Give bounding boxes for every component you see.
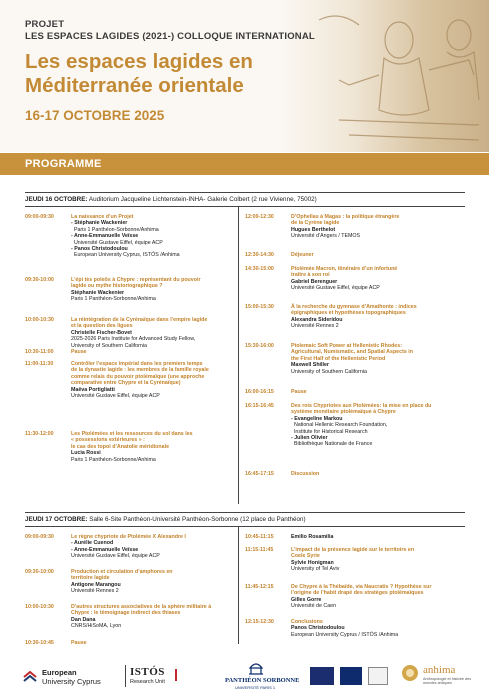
speaker-affiliation: European University Cyprus, ISTÓS /Anhima bbox=[71, 252, 180, 259]
day2-left-column bbox=[25, 534, 235, 644]
entry-title: L’impact de la présence lagide sur le territoire en bbox=[291, 547, 415, 553]
speaker-name: Lucia Rossi bbox=[71, 450, 101, 457]
euc-mark-icon bbox=[22, 669, 38, 685]
speaker-name: Maëva Portigliatti bbox=[71, 386, 115, 393]
entry-title: the First Half of the Hellenistic Period bbox=[291, 355, 386, 362]
entry-time: 16:00-16:15 bbox=[245, 389, 274, 395]
speaker-name: - Julien Olivier bbox=[291, 435, 328, 442]
entry-body bbox=[71, 361, 209, 399]
entry-title: Contrôler l’espace impérial dans les premiers temps bbox=[71, 361, 203, 367]
entry-time: 12:15-12:30 bbox=[245, 619, 274, 625]
entry-title: Agricultural, Numismatic, and Spatial Aspects in bbox=[291, 349, 413, 356]
speaker-affiliation: University of Southern California bbox=[291, 368, 367, 375]
istos-mark-icon bbox=[175, 669, 197, 681]
column-divider bbox=[238, 206, 239, 504]
speaker-name: Stéphanie Wackenier bbox=[71, 289, 125, 296]
speaker-affiliation: Université Gustave Eiffel, équipe ACP bbox=[71, 239, 163, 246]
istos-name: ISTÓS bbox=[130, 666, 165, 678]
speaker-name: - Anne-Emmanuelle Veïsse bbox=[71, 546, 139, 553]
entry-body bbox=[291, 403, 431, 448]
entry-time: 12:00-12:30 bbox=[245, 214, 274, 220]
entry-title: La naissance d’un Projet bbox=[71, 214, 134, 220]
entry-title: Les Ptolémées et les ressources du sol dans les bbox=[71, 431, 193, 437]
entry-time: 09:30-10:00 bbox=[25, 569, 54, 575]
entry-title: Le règne chypriote de Ptolémée X Alexandre I bbox=[71, 534, 186, 540]
entry-title: Coele Syrie bbox=[291, 553, 320, 560]
speaker-name: - Aurélie Cuenod bbox=[71, 540, 114, 547]
entry-time: 09:30-10:00 bbox=[25, 277, 54, 283]
entry-title: La réintégration de la Cyrénaïque dans l’empire lagide bbox=[71, 317, 208, 323]
day2-right-column bbox=[245, 534, 470, 644]
speaker-name: Alexandra Siderídou bbox=[291, 316, 343, 323]
entry-time: 11:15-11:45 bbox=[245, 547, 274, 553]
partner-logo-3-icon bbox=[368, 667, 388, 685]
hero-header bbox=[0, 0, 489, 152]
entry-body bbox=[291, 266, 397, 292]
speaker-affiliation: 2025-2026 Paris Institute for Advanced Study Fellow, bbox=[71, 336, 196, 343]
entry-title: système monétaire ptolémaïque à Chypre bbox=[291, 409, 396, 416]
entry-body bbox=[291, 534, 333, 540]
entry-body bbox=[291, 304, 417, 330]
speaker-name: Gabriel Berenguer bbox=[291, 278, 338, 285]
speaker-name: - Evangeline Markou bbox=[291, 415, 343, 422]
istos-divider bbox=[125, 665, 126, 687]
entry-time: 16:45-17:15 bbox=[245, 471, 274, 477]
entry-body bbox=[291, 389, 307, 395]
entry-time: 15:00-15:30 bbox=[245, 304, 274, 310]
entry-title: « possessions extérieures » : bbox=[71, 437, 145, 444]
entry-title: lagide ou mythe historiographique ? bbox=[71, 283, 163, 290]
speaker-affiliation: Paris 1 Panthéon-Sorbonne/Anhima bbox=[71, 226, 159, 233]
speaker-affiliation: Université de Caen bbox=[291, 603, 337, 610]
day2-heading-bold: JEUDI 17 OCTOBRE: bbox=[25, 516, 88, 523]
entry-title: de la Cyrène lagide bbox=[291, 220, 340, 227]
entry-body bbox=[291, 214, 399, 240]
entry-title: L’épi tès poleôs à Chypre : représentant du pouvoir bbox=[71, 277, 201, 283]
entry-time: 10:30-10:45 bbox=[25, 640, 54, 646]
project-subtitle: LES ESPACES LAGIDES (2021-) COLLOQUE INTERNATIONAL bbox=[25, 30, 315, 42]
day1-heading bbox=[25, 192, 465, 207]
entry-body bbox=[71, 349, 87, 355]
partner-logo-1-icon bbox=[310, 667, 334, 685]
entry-title: territoire lagide bbox=[71, 575, 110, 582]
partner-logo-2-icon bbox=[340, 667, 362, 685]
entry-time: 11:30-12:00 bbox=[25, 431, 54, 437]
programme-band bbox=[0, 153, 489, 175]
entry-title: Chypre : le témoignage indirect des thiases bbox=[71, 610, 181, 617]
entry-title: de la dynastie lagide : les membres de la famille royale bbox=[71, 367, 209, 374]
entry-time: 11:00-11:30 bbox=[25, 361, 54, 367]
entry-title: Déjeuner bbox=[291, 252, 314, 258]
event-dates: 16-17 OCTOBRE 2025 bbox=[25, 108, 165, 123]
speaker-affiliation: Université Rennes 2 bbox=[71, 588, 119, 595]
entry-title: Ptolemaic Soft Power at Hellenistic Rhodes: bbox=[291, 343, 402, 349]
speaker-affiliation: Université Gustave Eiffel, équipe ACP bbox=[71, 553, 160, 560]
speaker-name: - Stéphanie Wackenier bbox=[71, 220, 128, 227]
entry-title: D’autres structures associatives de la sphère militaire à bbox=[71, 604, 212, 610]
entry-time: 11:45-12:15 bbox=[245, 584, 274, 590]
speaker-name: Gilles Gorre bbox=[291, 596, 322, 603]
entry-title: Pause bbox=[71, 349, 87, 355]
entry-time: 10:00-10:30 bbox=[25, 604, 54, 610]
anhima-sub: Anthropologie et histoire des mondes antiques bbox=[423, 677, 472, 686]
speaker-name: Panos Christodoulou bbox=[291, 625, 345, 632]
column-divider-2 bbox=[238, 526, 239, 644]
entry-time: 16:15-16:45 bbox=[245, 403, 274, 409]
day1-heading-bold: JEUDI 16 OCTOBRE: bbox=[25, 196, 88, 203]
entry-time: 09:00-09:30 bbox=[25, 534, 54, 540]
istos-sub: Research Unit bbox=[130, 679, 165, 685]
entry-title: comparative entre Chypre et la Cyrénaïque) bbox=[71, 380, 181, 387]
speaker-affiliation: European University Cyprus / ISTÓS /Anhima bbox=[291, 631, 399, 638]
speaker-name: Emilio Rosamilia bbox=[291, 534, 334, 540]
speaker-affiliation: University of Southern California bbox=[71, 342, 147, 349]
entry-body bbox=[291, 547, 414, 573]
speaker-name: Hugues Berthelot bbox=[291, 226, 336, 233]
entry-title: Des rois Chypriotes aux Ptolémées: la mise en place du bbox=[291, 403, 432, 409]
entry-time: 12:30-14:30 bbox=[245, 252, 274, 258]
entry-title: épigraphiques et hypothèses topographiques bbox=[291, 310, 406, 317]
speaker-affiliation: Université d’Angers / TEMOS bbox=[291, 233, 361, 240]
entry-body bbox=[291, 619, 398, 638]
title-line-2: Méditerranée orientale bbox=[25, 74, 244, 97]
day1-heading-rest: Auditorium Jacqueline Lichtenstein-INHA- Galerie Colbert (2 rue Vivienne, 75002) bbox=[87, 196, 317, 203]
entry-title: De Chypre à la Thébaïde, via Naucratis ? Hypothèse sur bbox=[291, 584, 432, 590]
entry-time: 10:30-11:00 bbox=[25, 349, 54, 355]
entry-time: 14:30-15:00 bbox=[245, 266, 274, 272]
speaker-name: - Anne-Emmanuelle Veïsse bbox=[71, 233, 139, 240]
entry-title: Pause bbox=[291, 389, 307, 395]
entry-body bbox=[291, 584, 431, 610]
speaker-name: Christelle Fischer-Bovet bbox=[71, 329, 132, 336]
entry-title: Production et circulation d’amphores en bbox=[71, 569, 173, 575]
euc-name-2: University Cyprus bbox=[42, 677, 101, 686]
speaker-affiliation: Paris 1 Panthéon-Sorbonne/Anhima bbox=[71, 456, 156, 463]
speaker-affiliation: Bibliothèque Nationale de France bbox=[291, 441, 373, 448]
speaker-affiliation: Université Gustave Eiffel, équipe ACP bbox=[71, 393, 160, 400]
anhima-name: anhima bbox=[423, 664, 456, 676]
entry-body bbox=[71, 534, 186, 560]
entry-body bbox=[71, 214, 180, 259]
entry-title: l’origine de l’habit drapé des stratèges ptolémaïques bbox=[291, 590, 424, 597]
project-label: PROJET bbox=[25, 19, 65, 30]
speaker-name: Antigone Marangou bbox=[71, 581, 121, 588]
entry-body bbox=[71, 640, 87, 646]
day2-heading bbox=[25, 512, 465, 527]
entry-title: et la question des ligues bbox=[71, 323, 133, 330]
event-title bbox=[25, 50, 315, 98]
entry-title: Conclusions bbox=[291, 619, 323, 625]
entry-title: À la recherche du gymnase d’Amathonte : indices bbox=[291, 304, 417, 310]
entry-time: 09:00-09:30 bbox=[25, 214, 54, 220]
footer-logos bbox=[0, 655, 489, 698]
speaker-affiliation: Institute for Historical Research bbox=[291, 428, 368, 435]
entry-title: comme relais du pouvoir ptolémaïque (une approche bbox=[71, 373, 205, 380]
programme-label: PROGRAMME bbox=[25, 158, 102, 170]
speaker-name: - Panos Christodoulou bbox=[71, 246, 128, 253]
speaker-affiliation: Paris 1 Panthéon-Sorbonne/Anhima bbox=[71, 296, 156, 303]
speaker-affiliation: National Hellenic Research Foundation, bbox=[291, 422, 388, 429]
entry-title: D’Ophellas à Magas : la politique étrangère bbox=[291, 214, 400, 220]
entry-body bbox=[71, 604, 211, 630]
speaker-affiliation: University of Tel Aviv bbox=[291, 566, 340, 573]
entry-body bbox=[291, 471, 319, 477]
euc-name-1: European bbox=[42, 668, 77, 677]
entry-title: Ptolémée Macron, itinéraire d’un infortuné bbox=[291, 266, 398, 272]
entry-title: traître à son roi bbox=[291, 272, 330, 279]
pantheon-name: PANTHÉON SORBONNE bbox=[225, 677, 300, 684]
pantheon-sub: UNIVERSITÉ PARIS 1 bbox=[235, 685, 276, 690]
speaker-affiliation: CNRS/HiSoMA, Lyon bbox=[71, 623, 122, 630]
entry-body bbox=[71, 431, 193, 463]
entry-body bbox=[71, 277, 201, 303]
pantheon-dome-icon bbox=[247, 661, 265, 675]
title-line-1: Les espaces lagides en bbox=[25, 50, 253, 73]
anhima-mark-icon bbox=[400, 663, 420, 683]
speaker-affiliation: Université Gustave Eiffel, équipe ACP bbox=[291, 285, 380, 292]
day2-heading-rest: Salle 6-Site Panthéon-Université Panthéon-Sorbonne (12 place du Panthéon) bbox=[87, 516, 306, 523]
entry-time: 10:00-10:30 bbox=[25, 317, 54, 323]
entry-body bbox=[291, 252, 314, 258]
entry-body bbox=[71, 569, 173, 595]
entry-title: Discussion bbox=[291, 471, 320, 477]
entry-title: le cas des topoi d’Anatolie méridionale bbox=[71, 443, 170, 450]
speaker-name: Dan Dana bbox=[71, 616, 96, 623]
day1-left-column bbox=[25, 214, 235, 504]
entry-time: 10:45-11:15 bbox=[245, 534, 274, 540]
speaker-affiliation: Université Rennes 2 bbox=[291, 323, 339, 330]
day1-right-column bbox=[245, 214, 470, 504]
speaker-name: Sylvie Honigman bbox=[291, 559, 334, 566]
speaker-name: Maxwell Shiller bbox=[291, 362, 329, 369]
entry-time: 15:30-16:00 bbox=[245, 343, 274, 349]
entry-body bbox=[71, 317, 207, 349]
entry-title: Pause bbox=[71, 640, 87, 646]
entry-body bbox=[291, 343, 413, 375]
